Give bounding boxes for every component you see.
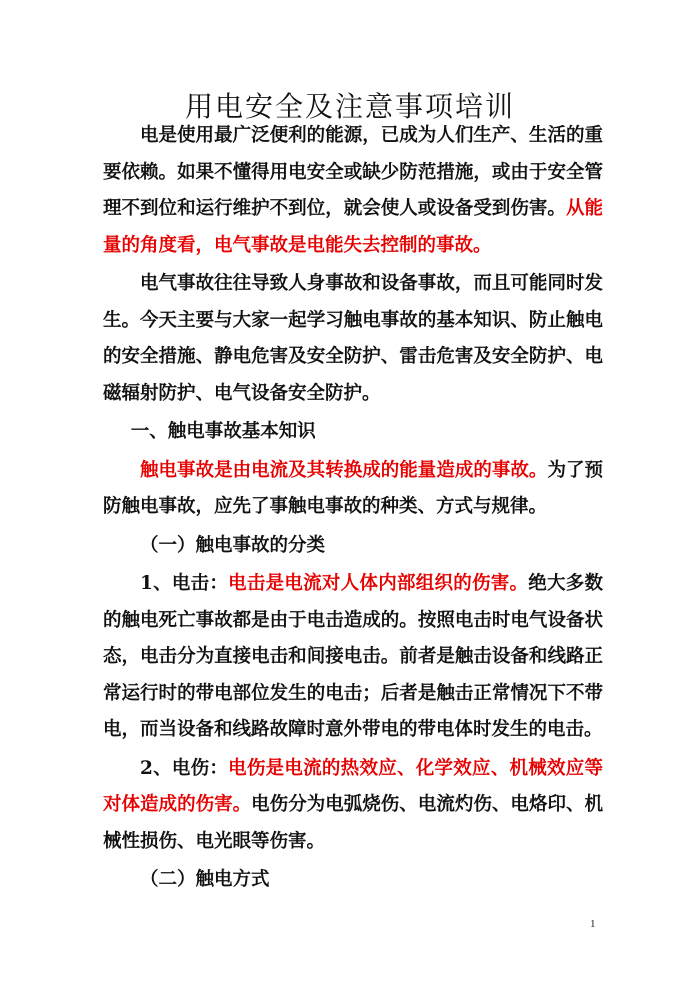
intro-text: 电是使用最广泛便利的能源，已成为人们生产、生活的重要依赖。如果不懂得用电安全或缺少防范措施，或由于安全管理不到位和运行维护不到位，就会使人或设备受到伤害。 [103, 125, 603, 219]
paragraph-definition [103, 453, 603, 526]
section-heading-1 [103, 414, 603, 451]
paragraph-electric-shock [103, 566, 603, 749]
section-heading-1-text: 一、触电事故基本知识 [130, 421, 316, 442]
electric-injury-label: 2、电伤： [140, 757, 229, 779]
electric-injury-emphasis: 电伤是电流的热效应、化学效应、机械效应等对体造成的伤害。 [103, 757, 603, 815]
subsection-heading-1 [103, 528, 603, 565]
electric-shock-text: 绝大多数的触电死亡事故都是由于电击造成的。按照电击时电气设备状态，电击分为直接电击和间接电击。前者是触击设备和线路正常运行时的带电部位发生的电击；后者是触击正常情况下不带电，而当设备和线路故障时意外带电的带电体时发生的电击。 [103, 573, 603, 740]
subsection-heading-2 [103, 862, 603, 899]
definition-emphasis: 触电事故是由电流及其转换成的能量造成的事故。 [140, 459, 548, 481]
intro-emphasis: 从能量的角度看，电气事故是电能失去控制的事故。 [103, 198, 603, 256]
paragraph-intro [103, 118, 603, 264]
electric-injury-text: 电伤分为电弧烧伤、电流灼伤、电烙印、机械性损伤、电光眼等伤害。 [103, 794, 603, 852]
overview-text: 电气事故往往导致人身事故和设备事故，而且可能同时发生。今天主要与大家一起学习触电事故的基本知识、防止触电的安全措施、静电危害及安全防护、雷击危害及安全防护、电磁辐射防护、电气设备安全防护。 [103, 273, 603, 404]
subsection-heading-1-text: （一）触电事故的分类 [140, 534, 326, 556]
definition-text: 为了预防触电事故，应先了事触电事故的种类、方式与规律。 [103, 459, 603, 517]
document-title: 用电安全及注意事项培训 [184, 90, 515, 123]
paragraph-electric-injury [103, 751, 603, 861]
subsection-heading-2-text: （二）触电方式 [140, 869, 270, 890]
document-body [103, 118, 603, 901]
electric-shock-emphasis: 电击是电流对人体内部组织的伤害。 [228, 573, 529, 594]
paragraph-overview [103, 266, 603, 412]
electric-shock-label: 1、电击： [140, 573, 229, 594]
page-number: 1 [590, 918, 596, 930]
